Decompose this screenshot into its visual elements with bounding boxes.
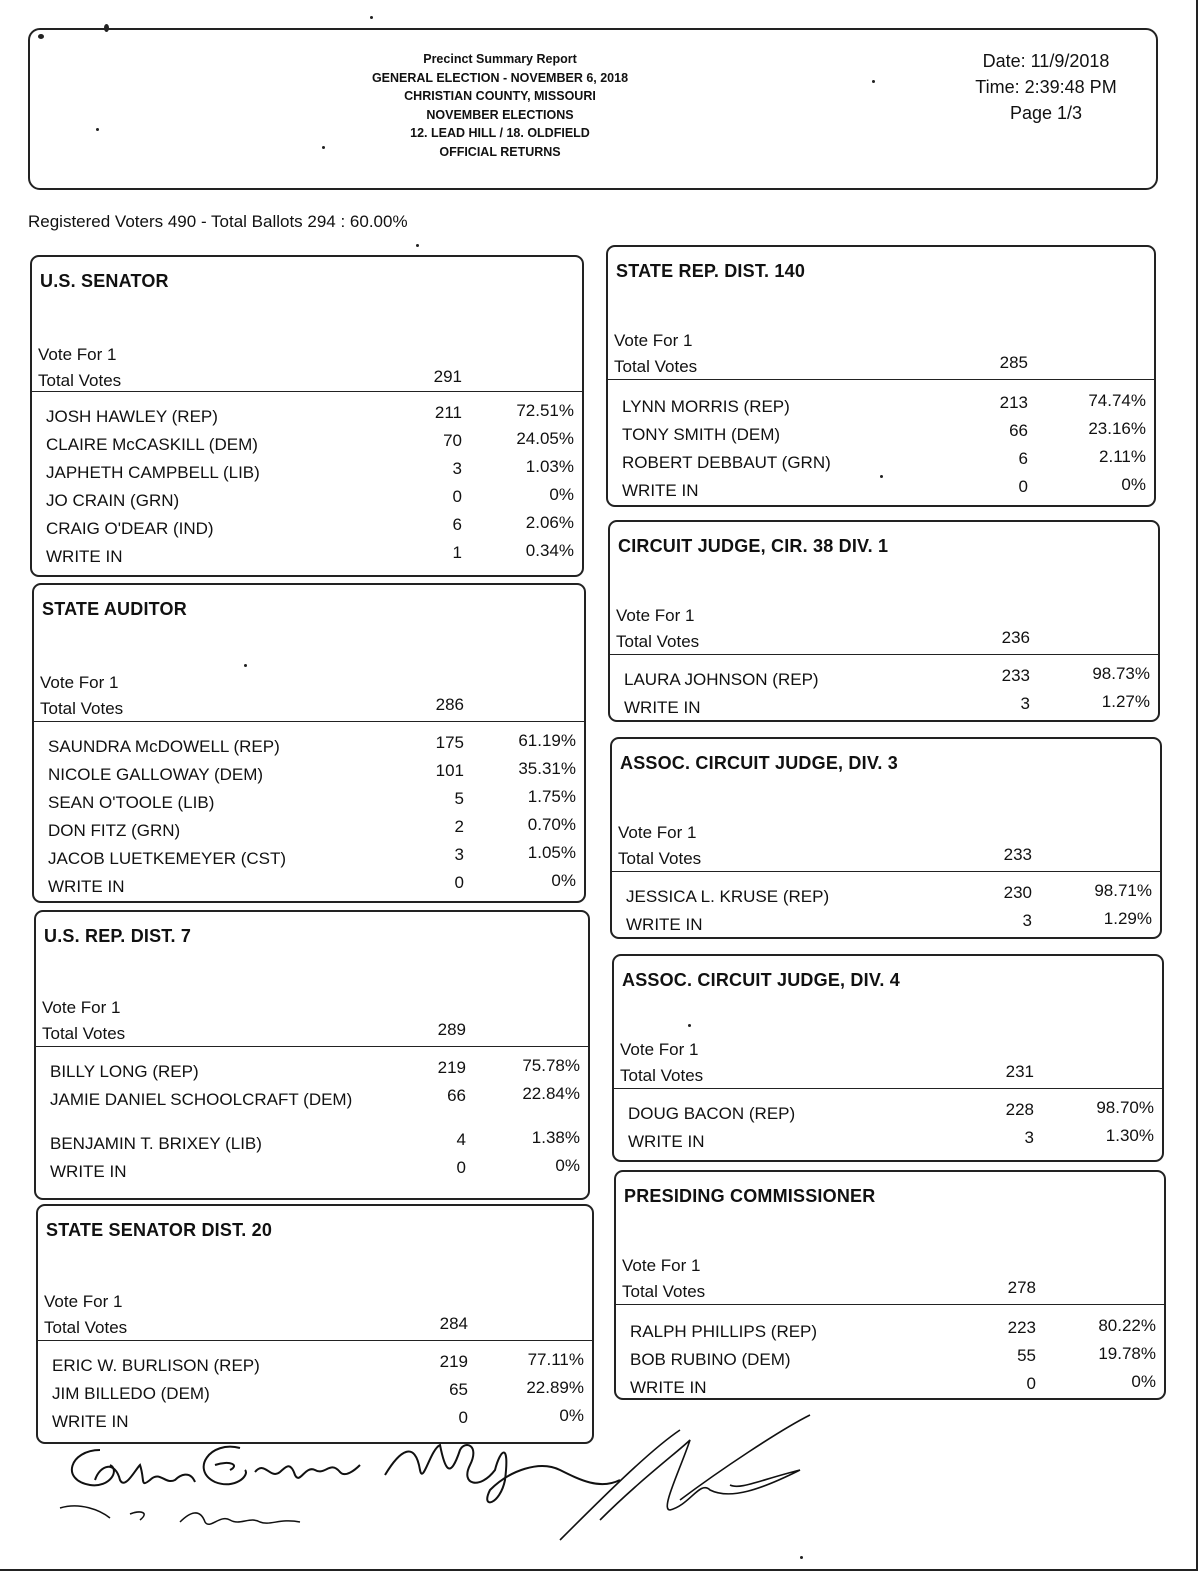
candidate-percent: 0% xyxy=(555,1156,580,1175)
candidate-votes: 6 xyxy=(452,515,462,534)
vote-for-label: Vote For 1 xyxy=(40,673,119,692)
candidate-percent: 0.70% xyxy=(527,815,576,834)
candidate-name: JACOB LUETKEMEYER (CST) xyxy=(48,849,287,868)
candidate-votes: 0 xyxy=(1018,477,1028,496)
candidate-list xyxy=(624,666,1150,722)
vote-for-label: Vote For 1 xyxy=(616,606,695,625)
vote-for-label: Vote For 1 xyxy=(44,1292,123,1311)
race-title: PRESIDING COMMISSIONER xyxy=(624,1186,876,1206)
race-title: STATE REP. DIST. 140 xyxy=(616,261,806,281)
candidate-votes: 0 xyxy=(454,873,464,892)
report-meta xyxy=(946,48,1146,126)
race-box-state-rep-dist-140 xyxy=(606,245,1156,507)
vote-for-label: Vote For 1 xyxy=(618,823,697,842)
candidate-votes: 3 xyxy=(1022,911,1032,930)
candidate-row xyxy=(628,1100,1154,1128)
candidate-percent: 24.05% xyxy=(516,429,574,448)
candidate-percent: 0% xyxy=(549,485,574,504)
report-title-block xyxy=(280,50,720,161)
candidate-list xyxy=(622,393,1146,505)
candidate-list xyxy=(626,883,1152,939)
candidate-row xyxy=(50,1058,580,1086)
precinct-name: 12. LEAD HILL / 18. OLDFIELD xyxy=(410,126,590,140)
total-votes-value: 286 xyxy=(435,695,464,714)
candidate-votes: 230 xyxy=(1003,883,1032,902)
candidate-row xyxy=(50,1130,580,1158)
total-votes-value: 236 xyxy=(1001,628,1030,647)
race-divider xyxy=(36,1046,588,1047)
race-title: CIRCUIT JUDGE, CIR. 38 DIV. 1 xyxy=(618,536,889,556)
candidate-row xyxy=(628,1128,1154,1156)
candidate-row xyxy=(46,515,574,543)
candidate-percent: 22.84% xyxy=(522,1084,580,1103)
candidate-name: CRAIG O'DEAR (IND) xyxy=(46,519,214,538)
candidate-name: WRITE IN xyxy=(50,1162,127,1181)
candidate-row xyxy=(48,817,576,845)
candidate-votes: 3 xyxy=(1024,1128,1034,1147)
candidate-name: WRITE IN xyxy=(622,481,699,500)
vote-for-label: Vote For 1 xyxy=(42,998,121,1017)
candidate-row xyxy=(622,477,1146,505)
race-divider xyxy=(610,654,1158,655)
candidate-percent: 74.74% xyxy=(1088,391,1146,410)
returns-type: OFFICIAL RETURNS xyxy=(439,144,561,159)
candidate-percent: 2.11% xyxy=(1099,447,1146,466)
candidate-votes: 3 xyxy=(1020,694,1030,713)
candidate-percent: 75.78% xyxy=(522,1056,580,1075)
candidate-name: BILLY LONG (REP) xyxy=(50,1062,199,1081)
race-box-assoc-circuit-judge-div-3 xyxy=(610,737,1162,939)
candidate-votes: 101 xyxy=(435,761,464,780)
candidate-name: DOUG BACON (REP) xyxy=(628,1104,796,1123)
candidate-row xyxy=(624,666,1150,694)
candidate-votes: 5 xyxy=(454,789,464,808)
race-divider xyxy=(32,391,582,392)
total-votes-label: Total Votes xyxy=(44,1318,128,1337)
candidate-list xyxy=(48,733,576,901)
candidate-votes: 0 xyxy=(456,1158,466,1177)
total-votes-value: 284 xyxy=(439,1314,468,1333)
candidate-percent: 0.34% xyxy=(525,541,574,560)
candidate-votes: 175 xyxy=(435,733,464,752)
report-title: Precinct Summary Report xyxy=(423,52,577,66)
candidate-row xyxy=(624,694,1150,722)
candidate-row xyxy=(630,1346,1156,1374)
candidate-name: ERIC W. BURLISON (REP) xyxy=(52,1356,260,1375)
candidate-votes: 223 xyxy=(1007,1318,1036,1337)
signatures xyxy=(40,1410,840,1560)
candidate-row xyxy=(52,1352,584,1380)
candidate-row xyxy=(630,1318,1156,1346)
candidate-name: WRITE IN xyxy=(52,1412,129,1431)
election-group: NOVEMBER ELECTIONS xyxy=(426,107,574,122)
candidate-list xyxy=(630,1318,1156,1402)
candidate-percent: 1.05% xyxy=(527,843,576,862)
candidate-percent: 98.70% xyxy=(1096,1098,1154,1117)
candidate-row xyxy=(622,393,1146,421)
total-votes-label: Total Votes xyxy=(618,849,702,868)
candidate-name: JOSH HAWLEY (REP) xyxy=(46,407,218,426)
candidate-row xyxy=(46,459,574,487)
candidate-row xyxy=(626,883,1152,911)
candidate-row xyxy=(48,733,576,761)
candidate-votes: 213 xyxy=(999,393,1028,412)
candidate-name: JIM BILLEDO (DEM) xyxy=(52,1384,210,1403)
vote-for-label: Vote For 1 xyxy=(620,1040,699,1059)
candidate-votes: 1 xyxy=(452,543,462,562)
race-divider xyxy=(38,1340,592,1341)
candidate-row xyxy=(626,911,1152,939)
candidate-percent: 35.31% xyxy=(518,759,576,778)
report-time: Time: 2:39:48 PM xyxy=(975,77,1117,97)
candidate-name: WRITE IN xyxy=(628,1132,705,1151)
candidate-percent: 1.75% xyxy=(527,787,576,806)
total-votes-label: Total Votes xyxy=(622,1282,706,1301)
race-title: STATE AUDITOR xyxy=(42,599,187,619)
candidate-votes: 65 xyxy=(449,1380,468,1399)
candidate-votes: 0 xyxy=(1026,1374,1036,1393)
candidate-list xyxy=(628,1100,1154,1156)
race-divider xyxy=(608,379,1154,380)
candidate-name: ROBERT DEBBAUT (GRN) xyxy=(622,453,831,472)
candidate-votes: 228 xyxy=(1005,1100,1034,1119)
candidate-percent: 0% xyxy=(1131,1372,1156,1391)
race-title: STATE SENATOR DIST. 20 xyxy=(46,1220,273,1240)
candidate-list xyxy=(46,403,574,571)
candidate-percent: 1.27% xyxy=(1101,692,1150,711)
candidate-name: JESSICA L. KRUSE (REP) xyxy=(626,887,830,906)
race-box-circuit-judge-cir-38-div-1 xyxy=(608,520,1160,722)
election-name: GENERAL ELECTION - NOVEMBER 6, 2018 xyxy=(371,70,629,85)
candidate-name: LAURA JOHNSON (REP) xyxy=(624,670,819,689)
candidate-name: SAUNDRA McDOWELL (REP) xyxy=(48,737,280,756)
candidate-percent: 19.78% xyxy=(1098,1344,1156,1363)
total-votes-label: Total Votes xyxy=(616,632,700,651)
total-votes-label: Total Votes xyxy=(614,357,698,376)
vote-for-label: Vote For 1 xyxy=(614,331,693,350)
total-votes-label: Total Votes xyxy=(620,1066,704,1085)
candidate-votes: 219 xyxy=(437,1058,466,1077)
candidate-percent: 1.03% xyxy=(525,457,574,476)
candidate-name: DON FITZ (GRN) xyxy=(48,821,181,840)
race-title: U.S. SENATOR xyxy=(40,271,169,291)
county-name: CHRISTIAN COUNTY, MISSOURI xyxy=(404,89,596,103)
candidate-percent: 61.19% xyxy=(518,731,576,750)
candidate-row xyxy=(48,789,576,817)
candidate-row xyxy=(50,1086,580,1130)
race-title: ASSOC. CIRCUIT JUDGE, DIV. 3 xyxy=(620,753,898,773)
total-votes-label: Total Votes xyxy=(42,1024,126,1043)
total-votes-value: 285 xyxy=(999,353,1028,372)
candidate-votes: 0 xyxy=(452,487,462,506)
race-box-u-s-rep-dist-7 xyxy=(34,910,590,1200)
candidate-name: WRITE IN xyxy=(46,547,123,566)
candidate-row xyxy=(48,761,576,789)
candidate-name: BOB RUBINO (DEM) xyxy=(630,1350,791,1369)
candidate-votes: 3 xyxy=(454,845,464,864)
candidate-name: SEAN O'TOOLE (LIB) xyxy=(48,793,215,812)
candidate-row xyxy=(52,1380,584,1408)
candidate-row xyxy=(48,873,576,901)
race-divider xyxy=(612,871,1160,872)
candidate-row xyxy=(622,421,1146,449)
candidate-percent: 0% xyxy=(1121,475,1146,494)
candidate-percent: 98.71% xyxy=(1094,881,1152,900)
race-title: ASSOC. CIRCUIT JUDGE, DIV. 4 xyxy=(622,970,900,990)
race-divider xyxy=(34,721,584,722)
candidate-row xyxy=(46,403,574,431)
candidate-percent: 2.06% xyxy=(525,513,574,532)
candidate-row xyxy=(46,487,574,515)
candidate-name: TONY SMITH (DEM) xyxy=(622,425,781,444)
total-votes-value: 233 xyxy=(1003,845,1032,864)
candidate-percent: 0% xyxy=(559,1406,584,1425)
candidate-name: WRITE IN xyxy=(626,915,703,934)
total-votes-label: Total Votes xyxy=(38,371,122,390)
candidate-row xyxy=(50,1158,580,1186)
race-divider xyxy=(614,1088,1162,1089)
candidate-name: LYNN MORRIS (REP) xyxy=(622,397,790,416)
report-header xyxy=(28,28,1158,190)
candidate-name: CLAIRE McCASKILL (DEM) xyxy=(46,435,258,454)
candidate-name: JO CRAIN (GRN) xyxy=(46,491,180,510)
candidate-name: RALPH PHILLIPS (REP) xyxy=(630,1322,818,1341)
candidate-votes: 66 xyxy=(1009,421,1028,440)
race-title: U.S. REP. DIST. 7 xyxy=(44,926,192,946)
race-box-state-senator-dist-20 xyxy=(36,1204,594,1444)
candidate-name: WRITE IN xyxy=(630,1378,707,1397)
candidate-percent: 1.38% xyxy=(531,1128,580,1147)
candidate-name: JAMIE DANIEL SCHOOLCRAFT (DEM) xyxy=(50,1090,353,1109)
candidate-votes: 0 xyxy=(458,1408,468,1427)
race-box-assoc-circuit-judge-div-4 xyxy=(612,954,1164,1162)
candidate-row xyxy=(622,449,1146,477)
candidate-name: JAPHETH CAMPBELL (LIB) xyxy=(46,463,260,482)
candidate-percent: 98.73% xyxy=(1092,664,1150,683)
candidate-votes: 55 xyxy=(1017,1346,1036,1365)
candidate-votes: 66 xyxy=(447,1086,466,1105)
total-votes-value: 289 xyxy=(437,1020,466,1039)
race-box-presiding-commissioner xyxy=(614,1170,1166,1400)
candidate-percent: 1.29% xyxy=(1103,909,1152,928)
candidate-percent: 77.11% xyxy=(527,1350,584,1369)
total-votes-value: 231 xyxy=(1005,1062,1034,1081)
turnout-summary: Registered Voters 490 - Total Ballots 294 : 60.00% xyxy=(28,212,408,231)
total-votes-label: Total Votes xyxy=(40,699,124,718)
candidate-votes: 6 xyxy=(1018,449,1028,468)
candidate-row xyxy=(48,845,576,873)
candidate-name: BENJAMIN T. BRIXEY (LIB) xyxy=(50,1134,262,1153)
total-votes-value: 291 xyxy=(433,367,462,386)
candidate-percent: 23.16% xyxy=(1088,419,1146,438)
total-votes-value: 278 xyxy=(1007,1278,1036,1297)
candidate-votes: 2 xyxy=(454,817,464,836)
candidate-row xyxy=(46,431,574,459)
candidate-name: WRITE IN xyxy=(624,698,701,717)
race-box-u-s-senator xyxy=(30,255,584,577)
candidate-row xyxy=(630,1374,1156,1402)
candidate-name: WRITE IN xyxy=(48,877,125,896)
vote-for-label: Vote For 1 xyxy=(38,345,117,364)
race-divider xyxy=(616,1304,1164,1305)
candidate-percent: 1.30% xyxy=(1105,1126,1154,1145)
candidate-row xyxy=(46,543,574,571)
candidate-percent: 80.22% xyxy=(1098,1316,1156,1335)
candidate-percent: 0% xyxy=(551,871,576,890)
candidate-votes: 233 xyxy=(1001,666,1030,685)
candidate-votes: 4 xyxy=(456,1130,466,1149)
candidate-list xyxy=(50,1058,580,1186)
candidate-percent: 22.89% xyxy=(526,1378,584,1397)
page-number: Page 1/3 xyxy=(1009,103,1083,123)
candidate-votes: 219 xyxy=(439,1352,468,1371)
candidate-name: NICOLE GALLOWAY (DEM) xyxy=(48,765,264,784)
candidate-percent: 72.51% xyxy=(516,401,574,420)
vote-for-label: Vote For 1 xyxy=(622,1256,701,1275)
race-box-state-auditor xyxy=(32,583,586,903)
candidate-votes: 211 xyxy=(434,403,462,422)
candidate-votes: 3 xyxy=(452,459,462,478)
candidate-votes: 70 xyxy=(443,431,462,450)
report-date: Date: 11/9/2018 xyxy=(982,51,1110,71)
